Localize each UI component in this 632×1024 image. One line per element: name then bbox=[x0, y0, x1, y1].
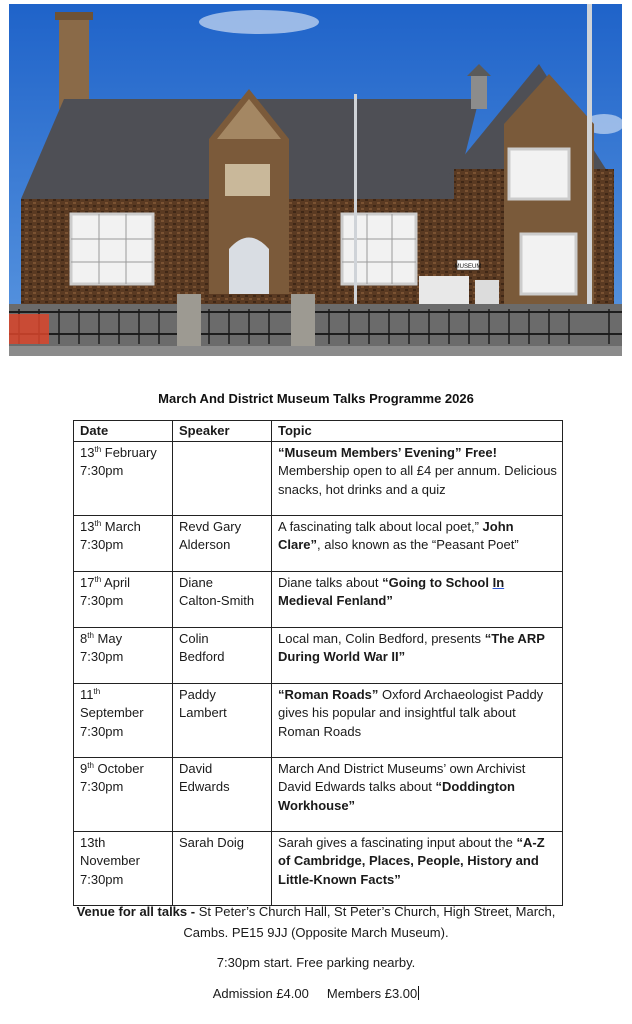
speaker-cell: Paddy Lambert bbox=[173, 683, 272, 757]
topic-cell: “Museum Members’ Evening” Free! Membership open to all £4 per annum. Delicious snacks, hot drinks and a quiz bbox=[272, 441, 563, 515]
speaker-cell: Diane Calton-Smith bbox=[173, 571, 272, 627]
table-row bbox=[74, 515, 563, 571]
topic-cell: March And District Museums’ own Archivist David Edwards talks about “Doddington Workhouse” bbox=[272, 757, 563, 831]
topic-cell: “Roman Roads” Oxford Archaeologist Paddy gives his popular and insightful talk about Roman Roads bbox=[272, 683, 563, 757]
header-date: Date bbox=[74, 421, 173, 442]
speaker-cell: Colin Bedford bbox=[173, 627, 272, 683]
topic-cell: Diane talks about “Going to School In Medieval Fenland” bbox=[272, 571, 563, 627]
table-row bbox=[74, 441, 563, 515]
talks-table bbox=[73, 420, 563, 906]
table-row bbox=[74, 571, 563, 627]
header-speaker: Speaker bbox=[173, 421, 272, 442]
date-cell: 17th April 7:30pm bbox=[74, 571, 173, 627]
speaker-cell bbox=[173, 441, 272, 515]
table-row bbox=[74, 627, 563, 683]
venue-text: Venue for all talks - St Peter’s Church Hall, St Peter’s Church, High Street, March, Cambs. PE15 9JJ (Opposite March Museum). bbox=[76, 904, 556, 940]
date-cell: 11th September 7:30pm bbox=[74, 683, 173, 757]
page-title: March And District Museum Talks Programme 2026 bbox=[158, 391, 474, 406]
speaker-cell: Revd Gary Alderson bbox=[173, 515, 272, 571]
start-text: 7:30pm start. Free parking nearby. bbox=[216, 955, 416, 970]
svg-text:MUSEUM: MUSEUM bbox=[454, 264, 482, 270]
text-caret bbox=[418, 986, 419, 1000]
admission-text: Admission £4.00 Members £3.00 bbox=[212, 986, 418, 1001]
date-cell: 13th November 7:30pm bbox=[74, 831, 173, 905]
museum-building-photo bbox=[9, 4, 622, 356]
header-topic: Topic bbox=[272, 421, 563, 442]
table-header-row bbox=[74, 421, 563, 442]
table-row bbox=[74, 683, 563, 757]
speaker-cell: Sarah Doig bbox=[173, 831, 272, 905]
date-cell: 13th February 7:30pm bbox=[74, 441, 173, 515]
date-cell: 9th October 7:30pm bbox=[74, 757, 173, 831]
table-row bbox=[74, 757, 563, 831]
topic-cell: A fascinating talk about local poet,” John Clare”, also known as the “Peasant Poet” bbox=[272, 515, 563, 571]
speaker-cell: David Edwards bbox=[173, 757, 272, 831]
topic-cell: Local man, Colin Bedford, presents “The ARP During World War II” bbox=[272, 627, 563, 683]
table-row bbox=[74, 831, 563, 905]
date-cell: 13th March 7:30pm bbox=[74, 515, 173, 571]
topic-cell: Sarah gives a fascinating input about the “A-Z of Cambridge, Places, People, History and Little-Known Facts” bbox=[272, 831, 563, 905]
date-cell: 8th May 7:30pm bbox=[74, 627, 173, 683]
